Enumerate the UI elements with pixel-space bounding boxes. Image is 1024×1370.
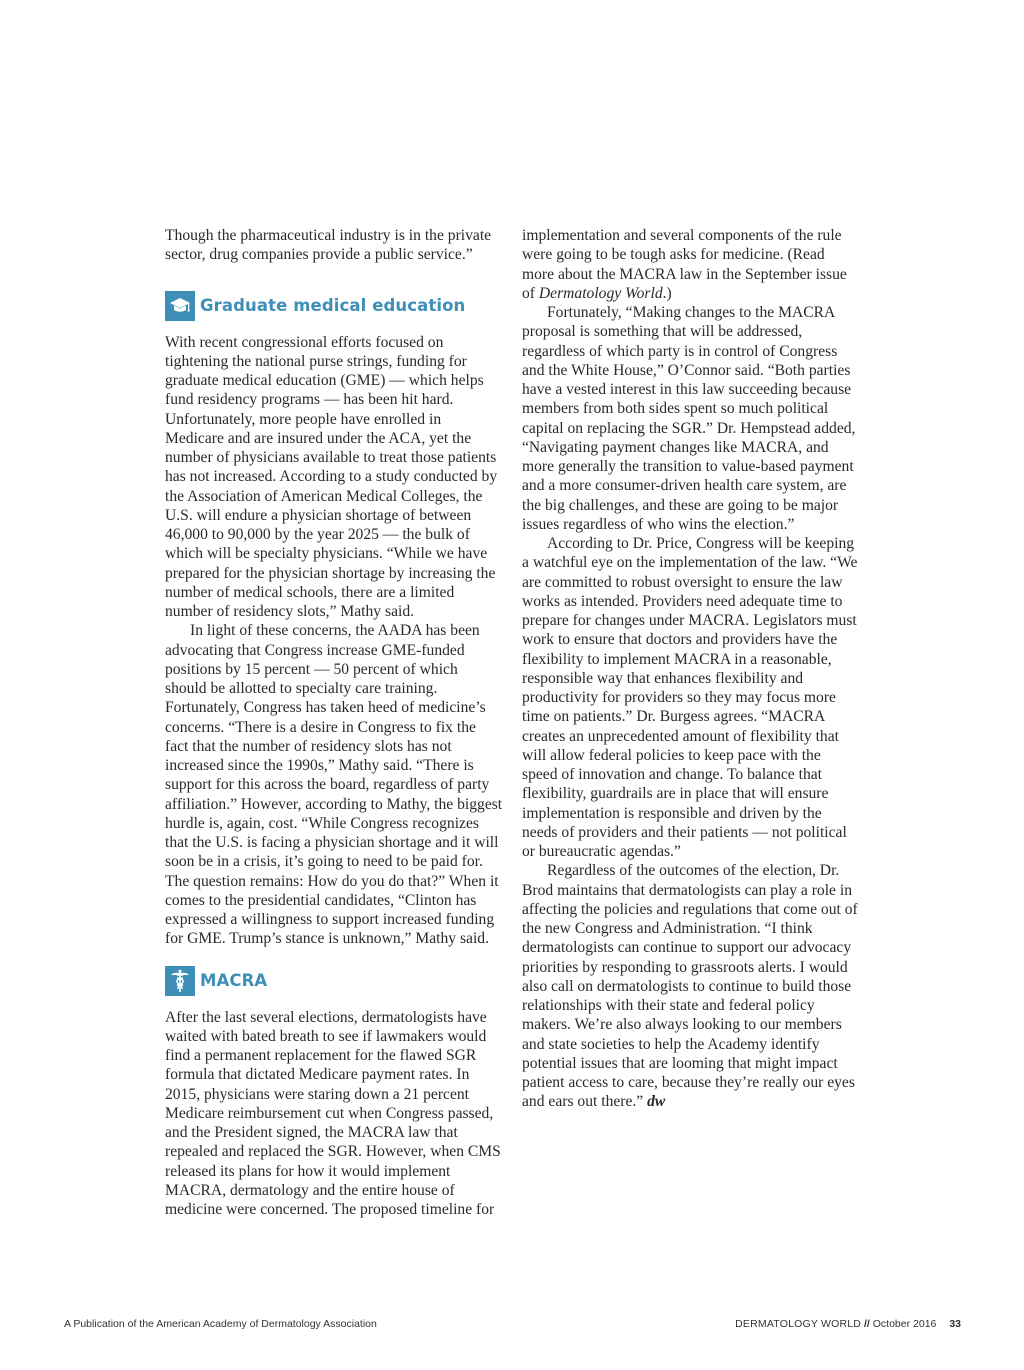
right-paragraph-3: According to Dr. Price, Congress will be keeping a watchful eye on the implementation of the law. “We are committed to robust oversight to ensure the law works as intended. Providers need adequate time to prepare for changes under MACRA. Legislators must work to ensure that doctors and providers have the flexibility to implement MACRA in a reasonable, responsible way that enhances flexibility and productivity for providers so they may focus more time on patients.” Dr. Burgess agrees. “MACRA creates an unprecedented amount of flexibility that will allow federal policies to keep pace with the speed of innovation and change. To balance that flexibility, guardrails are in place that will ensure implementation is responsible and driven by the needs of providers and their patients — not political or bureaucratic agendas.” <box>522 535 858 860</box>
graduation-cap-icon <box>165 291 195 321</box>
caduceus-icon <box>165 966 195 996</box>
right-paragraph-1-text: implementation and several components of the rule were going to be tough asks for medicine. (Read more about the MACRA law in the September issue of <box>522 227 847 302</box>
right-paragraph-4 <box>522 861 860 1111</box>
macra-section-heading <box>165 966 503 996</box>
footer-separator: // <box>863 1318 870 1330</box>
right-paragraph-1-end: .) <box>662 284 672 302</box>
macra-heading: MACRA <box>200 970 268 990</box>
gme-section-heading <box>165 291 503 321</box>
right-column <box>522 226 860 1112</box>
publication-credit: A Publication of the American Academy of Dermatology Association <box>64 1318 377 1330</box>
masthead: DERMATOLOGY WORLD <box>735 1318 862 1330</box>
page-footer <box>64 1318 961 1332</box>
gme-heading: Graduate medical education <box>200 295 466 315</box>
page-number: 33 <box>949 1318 961 1330</box>
gme-paragraph-1: With recent congressional efforts focused on tightening the national purse strings, funding for graduate medical education (GME) — which helps fund residency programs — has been hit hard. Unfortunately, more people have enrolled in Medicare and are insured under the ACA, yet the number of physicians available to treat those patients has not increased. According to a study conducted by the Association of American Medical Colleges, the U.S. will endure a physician shortage of between 46,000 to 90,000 by the year 2025 — the bulk of which will be specialty physicians. “While we have prepared for the physician shortage by increasing the number of medical schools, there are a limited number of residency slots,” Mathy said. <box>165 333 498 620</box>
right-paragraph-4-text: Regardless of the outcomes of the election, Dr. Brod maintains that dermatologists can play a role in affecting the policies and regulations that come out of the new Congress and Administration. “I think dermatologists can continue to support our advocacy priorities by responding to grassroots alerts. I would also call on dermatologists to continue to build those relationships with their state and federal policy makers. We’re also always looking to our members and state societies to help the Academy identify potential issues that are looming that might impact patient access to care, because they’re really our eyes and ears out there.” <box>522 862 858 1111</box>
footer-masthead-group <box>735 1318 961 1330</box>
issue-date: October 2016 <box>872 1318 937 1330</box>
magazine-title: Dermatology World <box>538 284 663 302</box>
end-mark: dw <box>647 1093 666 1111</box>
intro-paragraph: Though the pharmaceutical industry is in the private sector, drug companies provide a public service.” <box>165 227 492 264</box>
left-column <box>165 226 503 1219</box>
right-paragraph-2: Fortunately, “Making changes to the MACRA proposal is something that will be addressed, regardless of which party is in control of Congress and the White House,” O’Connor said. “Both parties have a vested interest in this law succeeding because members from both sides spent so much political capital on replacing the SGR.” Dr. Hempstead added, “Navigating payment changes like MACRA, and more generally the transition to value-based payment and a more consumer-driven health care system, are the big challenges, and these are going to be major issues regardless of who wins the election.” <box>522 304 856 533</box>
gme-paragraph-2: In light of these concerns, the AADA has been advocating that Congress increase GME-funded positions by 15 percent — 50 percent of which should be allotted to specialty care training. Fortunately, Congress has taken heed of medicine’s concerns. “There is a desire in Congress to fix the fact that the number of residency slots has not increased since the 1990s,” Mathy said. “There is support for this across the board, regardless of party affiliation.” However, according to Mathy, the biggest hurdle is, again, cost. “While Congress recognizes that the U.S. is facing a physician shortage and it will soon be in a crisis, it’s going to need to be paid for. The question remains: How do you do that?” When it comes to the presidential candidates, “Clinton has expressed a willingness to support increased funding for GME. Trump’s stance is unknown,” Mathy said. <box>165 622 503 948</box>
right-paragraph-1 <box>522 226 860 303</box>
macra-paragraph-1: After the last several elections, dermatologists have waited with bated breath to see if lawmakers would find a permanent replacement for the flawed SGR formula that dictated Medicare payment rates. In 2015, physicians were staring down a 21 percent Medicare reimbursement cut when Congress passed, and the President signed, the MACRA law that repealed and replaced the SGR. However, when CMS released its plans for how it would implement MACRA, dermatology and the entire house of medicine were concerned. The proposed timeline for <box>165 1008 501 1218</box>
